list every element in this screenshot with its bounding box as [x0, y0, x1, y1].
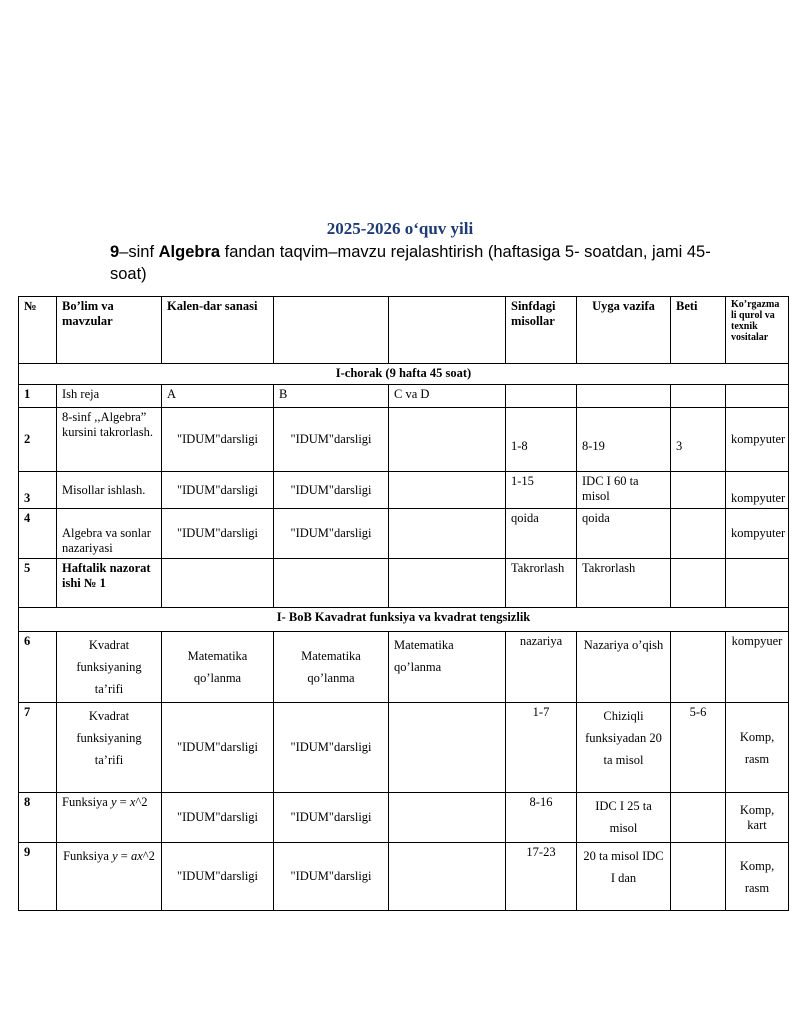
- row-date-a: [162, 559, 274, 608]
- row-date-b: B: [274, 385, 389, 408]
- row-page: [671, 632, 726, 703]
- row-tools: kompyuter: [726, 408, 789, 472]
- row-number: 8: [19, 793, 57, 843]
- row-topic: Misollar ishlash.: [57, 472, 162, 509]
- row-date-b: "IDUM"darsligi: [274, 472, 389, 509]
- section-title-chorak: I-chorak (9 hafta 45 soat): [19, 364, 789, 385]
- row-tools: kompyuter: [726, 472, 789, 509]
- table-row: [19, 793, 789, 843]
- row-number: 6: [19, 632, 57, 703]
- subject-name: Algebra: [158, 243, 221, 261]
- row-number: 4: [19, 509, 57, 559]
- table-row: [19, 509, 789, 559]
- row-number: 9: [19, 843, 57, 911]
- row-homework: Takrorlash: [577, 559, 671, 608]
- row-examples: 1-7: [506, 703, 577, 793]
- subtitle-text-a: –sinf: [119, 243, 159, 261]
- row-topic: Haftalik nazorat ishi № 1: [57, 559, 162, 608]
- row-homework: 20 ta misol IDC I dan: [577, 843, 671, 911]
- row-topic: Ish reja: [57, 385, 162, 408]
- document-subtitle: [110, 241, 740, 285]
- row-tools: Komp, rasm: [726, 703, 789, 793]
- row-examples: [506, 385, 577, 408]
- header-num: №: [19, 297, 57, 364]
- subtitle-text-b: fandan taqvim–mavzu rejalashtirish (haftasiga 5- soatdan, jami 45-soat): [110, 243, 711, 283]
- row-examples: nazariya: [506, 632, 577, 703]
- row-topic: 8-sinf ,,Algebra” kursini takrorlash.: [57, 408, 162, 472]
- row-homework: Chiziqli funksiyadan 20 ta misol: [577, 703, 671, 793]
- row-date-a: "IDUM"darsligi: [162, 472, 274, 509]
- row-page: [671, 793, 726, 843]
- row-number: 1: [19, 385, 57, 408]
- document-year-title: 2025-2026 o‘quv yili: [326, 219, 474, 238]
- row-date-c: [389, 843, 506, 911]
- row-date-b: Matematika qo’lanma: [274, 632, 389, 703]
- table-row: [19, 385, 789, 408]
- table-row: [19, 843, 789, 911]
- row-tools: Komp, rasm: [726, 843, 789, 911]
- row-homework: IDC I 25 ta misol: [577, 793, 671, 843]
- table-row: [19, 472, 789, 509]
- header-empty-c: [389, 297, 506, 364]
- row-tools: [726, 559, 789, 608]
- header-beti: Beti: [671, 297, 726, 364]
- header-mavzu: Bo’lim va mavzular: [57, 297, 162, 364]
- row-date-b: "IDUM"darsligi: [274, 408, 389, 472]
- row-topic: Algebra va sonlar nazariyasi: [57, 509, 162, 559]
- header-vazifa: Uyga vazifa: [577, 297, 671, 364]
- header-misollar: Sinfdagi misollar: [506, 297, 577, 364]
- table-row: [19, 703, 789, 793]
- row-homework: qoida: [577, 509, 671, 559]
- row-examples: 1-8: [506, 408, 577, 472]
- section-row-bob: [19, 608, 789, 632]
- row-page: [671, 559, 726, 608]
- row-date-a: "IDUM"darsligi: [162, 408, 274, 472]
- row-page: [671, 385, 726, 408]
- row-date-a: "IDUM"darsligi: [162, 843, 274, 911]
- row-topic: Funksiya y = x^2: [57, 793, 162, 843]
- row-date-b: "IDUM"darsligi: [274, 509, 389, 559]
- row-tools: [726, 385, 789, 408]
- row-examples: qoida: [506, 509, 577, 559]
- section-title-bob: I- BoB Kavadrat funksiya va kvadrat tengsizlik: [19, 608, 789, 632]
- row-homework: 8-19: [577, 408, 671, 472]
- table-header-row: [19, 297, 789, 364]
- row-number: 5: [19, 559, 57, 608]
- grade-number: 9: [110, 243, 120, 261]
- section-row-chorak: [19, 364, 789, 385]
- header-vosita: Ko’rgazma li qurol va texnik vositalar: [726, 297, 789, 364]
- header-empty-b: [274, 297, 389, 364]
- row-topic: Kvadrat funksiyaning ta’rifi: [57, 703, 162, 793]
- row-page: 3: [671, 408, 726, 472]
- row-date-a: "IDUM"darsligi: [162, 509, 274, 559]
- row-date-c: [389, 703, 506, 793]
- table-row: [19, 408, 789, 472]
- row-date-c: [389, 509, 506, 559]
- row-examples: 8-16: [506, 793, 577, 843]
- row-date-b: [274, 559, 389, 608]
- row-date-a: A: [162, 385, 274, 408]
- row-homework: [577, 385, 671, 408]
- row-homework: Nazariya o’qish: [577, 632, 671, 703]
- row-date-b: "IDUM"darsligi: [274, 793, 389, 843]
- row-date-b: "IDUM"darsligi: [274, 843, 389, 911]
- row-date-a: Matematika qo’lanma: [162, 632, 274, 703]
- row-date-c: [389, 408, 506, 472]
- row-homework: IDC I 60 ta misol: [577, 472, 671, 509]
- row-tools: Komp, kart: [726, 793, 789, 843]
- row-page: [671, 472, 726, 509]
- row-tools: kompyuter: [726, 509, 789, 559]
- row-date-c: C va D: [389, 385, 506, 408]
- row-examples: 17-23: [506, 843, 577, 911]
- row-date-a: "IDUM"darsligi: [162, 793, 274, 843]
- row-tools: kompyuer: [726, 632, 789, 703]
- row-number: 7: [19, 703, 57, 793]
- table-row: [19, 632, 789, 703]
- row-examples: 1-15: [506, 472, 577, 509]
- table-row: [19, 559, 789, 608]
- header-sana: Kalen-dar sanasi: [162, 297, 274, 364]
- row-page: 5-6: [671, 703, 726, 793]
- row-date-a: "IDUM"darsligi: [162, 703, 274, 793]
- row-page: [671, 843, 726, 911]
- row-examples: Takrorlash: [506, 559, 577, 608]
- row-date-b: "IDUM"darsligi: [274, 703, 389, 793]
- row-date-c: [389, 793, 506, 843]
- row-number: 3: [19, 472, 57, 509]
- row-topic: Funksiya y = ax^2: [57, 843, 162, 911]
- row-date-c: Matematika qo’lanma: [389, 632, 506, 703]
- calendar-plan-table: [18, 296, 789, 911]
- row-page: [671, 509, 726, 559]
- row-topic: Kvadrat funksiyaning ta’rifi: [57, 632, 162, 703]
- row-date-c: [389, 472, 506, 509]
- row-number: 2: [19, 408, 57, 472]
- row-date-c: [389, 559, 506, 608]
